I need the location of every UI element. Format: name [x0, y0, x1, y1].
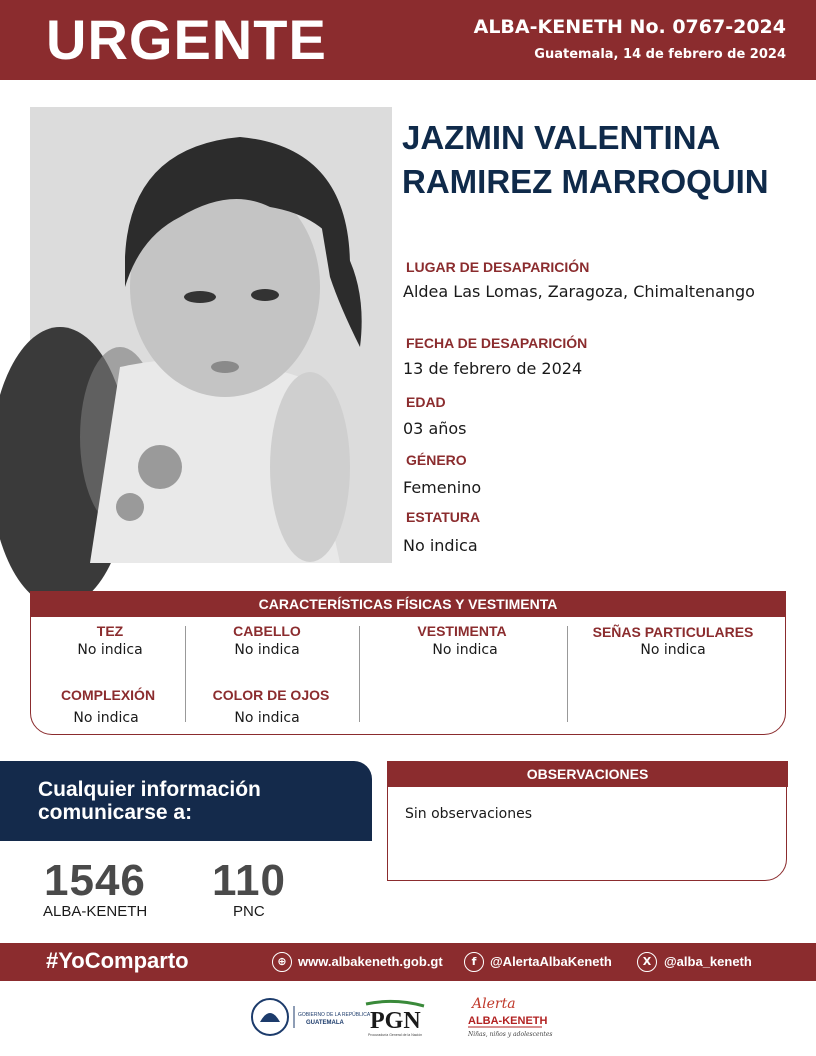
age-label: EDAD	[406, 394, 446, 410]
complexion-label: COMPLEXIÓN	[60, 687, 156, 703]
case-number: ALBA-KENETH No. 0767-2024	[473, 16, 786, 38]
gender-label: GÉNERO	[406, 452, 467, 468]
height-label: ESTATURA	[406, 509, 481, 525]
alba-keneth-logo	[466, 994, 553, 1040]
pgn-sub: Procuraduría General de la Nación	[368, 1033, 423, 1037]
complexion-value: No indica	[73, 710, 139, 726]
vestimenta-value: No indica	[432, 642, 498, 658]
pgn-logo	[364, 996, 444, 1038]
gov-text-2: GUATEMALA	[306, 1020, 344, 1026]
hashtag: #YoComparto	[46, 948, 189, 973]
alba-sub: Niñas, niños y adolescentes	[468, 1031, 553, 1038]
phone-label-alba: ALBA-KENETH	[43, 903, 148, 920]
facebook-link[interactable]: @AlertaAlbaKeneth	[490, 954, 612, 969]
phone-number-alba: 1546	[44, 856, 146, 905]
cabello-label: CABELLO	[233, 623, 301, 639]
globe-icon: ⊕	[272, 952, 292, 972]
alba-text: ALBA-KENETH	[468, 1015, 548, 1027]
x-link[interactable]: @alba_keneth	[664, 954, 752, 969]
contact-text	[38, 778, 358, 824]
eye-color-value: No indica	[234, 710, 300, 726]
person-name-line1: JAZMIN VALENTINA	[402, 119, 721, 156]
observations-text: Sin observaciones	[405, 806, 533, 822]
divider	[567, 626, 568, 722]
place-value: Aldea Las Lomas, Zaragoza, Chimaltenango	[403, 282, 755, 301]
eye-color-label: COLOR DE OJOS	[212, 687, 330, 703]
urgent-title: URGENTE	[46, 8, 327, 71]
person-photo	[30, 107, 392, 563]
date-value: 13 de febrero de 2024	[403, 359, 583, 378]
cabello-value: No indica	[234, 642, 300, 658]
person-name-line2: RAMIREZ MARROQUIN	[402, 163, 769, 200]
x-icon: X	[637, 952, 657, 972]
phone-label-pnc: PNC	[233, 903, 265, 920]
height-value: No indica	[403, 536, 478, 555]
divider	[359, 626, 360, 722]
alerta-text: Alerta	[472, 996, 516, 1012]
vestimenta-label: VESTIMENTA	[417, 623, 507, 639]
senas-label: SEÑAS PARTICULARES	[592, 624, 754, 640]
contact-line2: comunicarse a:	[38, 801, 193, 824]
gov-text-1: GOBIERNO DE LA REPÚBLICA	[298, 1012, 371, 1018]
age-value: 03 años	[403, 419, 467, 438]
pgn-text: PGN	[370, 1008, 421, 1034]
person-name	[402, 116, 816, 204]
contact-line1: Cualquier información	[38, 778, 261, 801]
tez-value: No indica	[77, 642, 143, 658]
phone-number-pnc: 110	[212, 856, 286, 905]
date-label: FECHA DE DESAPARICIÓN	[406, 335, 588, 351]
senas-value: No indica	[640, 642, 706, 658]
characteristics-heading: CARACTERÍSTICAS FÍSICAS Y VESTIMENTA	[30, 591, 786, 617]
facebook-icon: f	[464, 952, 484, 972]
case-date: Guatemala, 14 de febrero de 2024	[534, 47, 786, 62]
tez-label: TEZ	[96, 623, 124, 639]
government-logo	[250, 996, 371, 1038]
observations-heading: OBSERVACIONES	[387, 761, 788, 787]
website-link[interactable]: www.albakeneth.gob.gt	[298, 954, 443, 969]
place-label: LUGAR DE DESAPARICIÓN	[406, 259, 590, 275]
child-photo-illustration	[30, 107, 392, 563]
divider	[185, 626, 186, 722]
gender-value: Femenino	[403, 478, 482, 497]
